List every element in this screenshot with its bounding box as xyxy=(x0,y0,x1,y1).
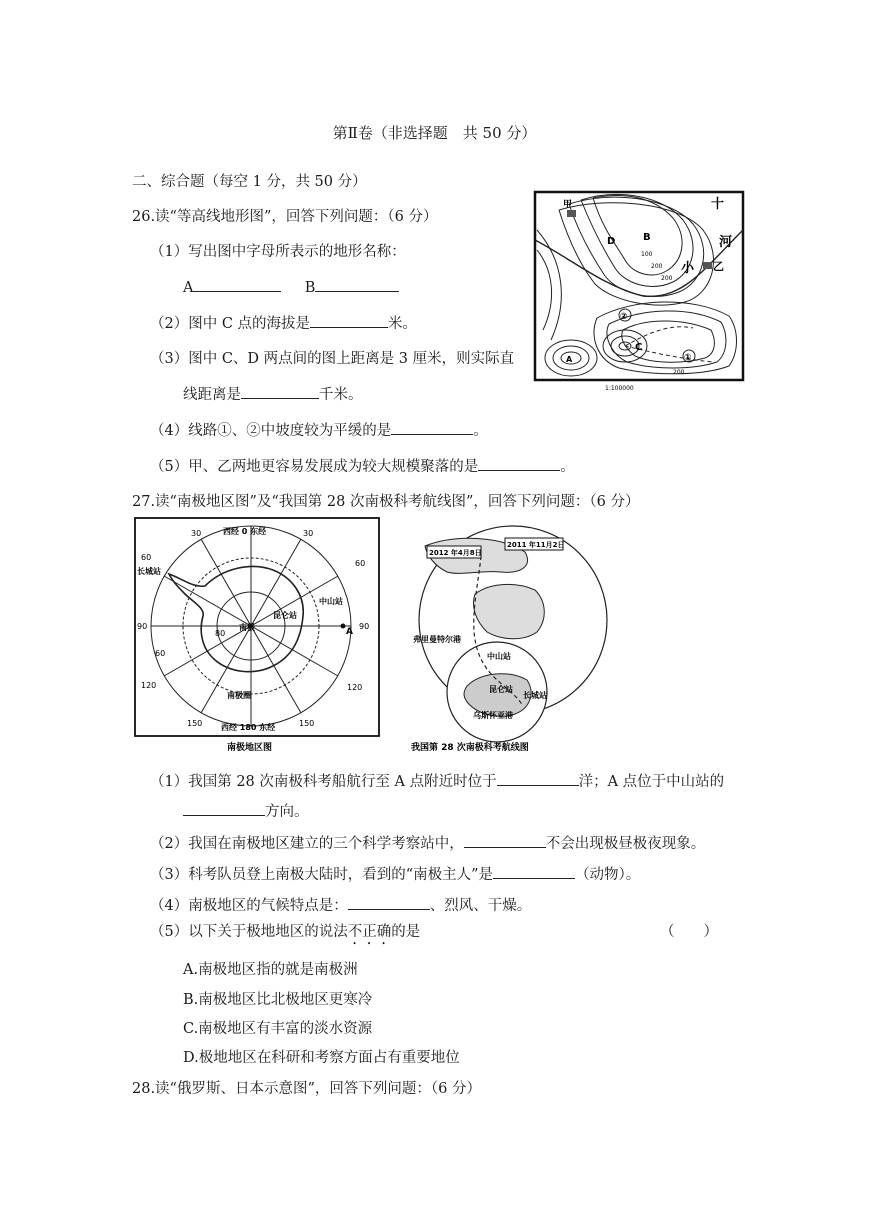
q26-label-b: B xyxy=(304,280,316,296)
q26-sub2-unit: 米。 xyxy=(388,316,418,332)
q27-blank-c[interactable] xyxy=(464,832,546,848)
ant-bottom-label: 西经 180 东经 xyxy=(221,723,276,732)
q26-blank-a[interactable] xyxy=(193,276,281,292)
q26-blank-f[interactable] xyxy=(478,455,560,471)
q27-sub2 xyxy=(150,832,705,853)
ant-point-a: A xyxy=(346,627,353,637)
map-scale: 1:100000 xyxy=(605,385,634,392)
map-contour-200b: 200 xyxy=(661,275,673,282)
map-label-yi: 乙 xyxy=(713,260,724,273)
q26-sub4 xyxy=(150,419,488,440)
route-caption: 我国第 28 次南极科考航线图 xyxy=(411,743,529,753)
q26-label-a: A xyxy=(183,280,194,296)
part-heading: 二、综合题（每空 1 分，共 50 分） xyxy=(132,174,367,190)
q26-sub3-unit: 千米。 xyxy=(319,387,363,403)
map-label-he: 河 xyxy=(719,235,733,250)
route-map xyxy=(405,516,615,756)
map-label-c: C xyxy=(635,342,643,353)
map-contour-200c: 200 xyxy=(673,369,685,376)
q26-sub1-answers xyxy=(183,276,399,296)
q26-sub5-text: （5）甲、乙两地更容易发展成为较大规模聚落的是 xyxy=(150,459,479,475)
q26-sub2-text: （2）图中 C 点的海拔是 xyxy=(150,316,311,332)
q27-sub4-end: 、烈风、干燥。 xyxy=(429,898,532,914)
q27-sub5 xyxy=(150,920,420,948)
route-date1: 2012 年4月8日 xyxy=(429,549,482,557)
q26-sub1: （1）写出图中字母所表示的地形名称： xyxy=(150,244,406,260)
ant-n120r: 120 xyxy=(347,683,363,692)
map-label-xiao: 小 xyxy=(681,261,695,276)
q26-sub3-line2 xyxy=(183,383,363,404)
route-changcheng: 长城站 xyxy=(523,691,547,700)
ant-n60r: 60 xyxy=(355,559,366,568)
q27-sub3-end: （动物）。 xyxy=(575,867,641,883)
route-kunlun: 昆仑站 xyxy=(489,685,513,694)
q27-sub3 xyxy=(150,863,640,884)
q26-sub4-text: （4）线路①、②中坡度较为平缓的是 xyxy=(150,423,392,439)
q27-sub1-end: 方向。 xyxy=(265,804,309,820)
map-route-1: ① xyxy=(684,353,692,363)
ant-n150l: 150 xyxy=(187,719,203,728)
antarctic-map xyxy=(133,516,383,756)
map-label-jia: 甲 xyxy=(563,200,573,210)
q27-sub2-end: 不会出现极昼极夜现象。 xyxy=(545,836,706,852)
map-label-a: A xyxy=(566,355,573,364)
ant-n90r: 90 xyxy=(359,622,370,631)
map-label-b: B xyxy=(643,232,651,243)
map-label-d: D xyxy=(607,236,616,247)
ant-caption: 南极地区图 xyxy=(227,743,273,753)
q27-sub5-emphasis: 不正确 xyxy=(347,924,392,940)
q27-sub3-text: （3）科考队员登上南极大陆时，看到的“南极主人”是 xyxy=(150,867,494,883)
ant-n30r: 30 xyxy=(303,529,314,538)
q27-sub5-text: （5）以下关于极地地区的说法 xyxy=(150,924,348,940)
ant-n90l: 90 xyxy=(137,622,148,631)
ant-zhongshan: 中山站 xyxy=(319,597,343,606)
q26-blank-c[interactable] xyxy=(310,312,388,328)
q27-stem: 27.读“南极地区图”及“我国第 28 次南极科考航线图”，回答下列问题：（6 分） xyxy=(132,494,640,510)
map-route-2: ② xyxy=(620,312,628,322)
ant-kunlun: 昆仑站 xyxy=(273,611,297,620)
q28-stem: 28.读“俄罗斯、日本示意图”，回答下列问题：（6 分） xyxy=(132,1081,481,1097)
map-label-shi: 十 xyxy=(711,197,725,212)
route-date2: 2011 年11月2日 xyxy=(507,541,565,549)
q27-option-a[interactable]: A.南极地区指的就是南极洲 xyxy=(183,962,358,978)
map-contour-100: 100 xyxy=(641,251,653,258)
ant-n30l: 30 xyxy=(191,529,202,538)
q26-blank-b[interactable] xyxy=(315,276,399,292)
q26-sub5 xyxy=(150,455,575,476)
q27-blank-a[interactable] xyxy=(497,770,579,786)
q27-sub5-end: 的是 xyxy=(391,924,421,940)
ant-nanji: 南极圈 xyxy=(227,691,251,700)
q26-blank-d[interactable] xyxy=(241,383,319,399)
q26-sub2 xyxy=(150,312,417,333)
q27-sub1-line1 xyxy=(150,770,724,791)
q26-sub4-end: 。 xyxy=(473,423,488,439)
ant-n80: 80 xyxy=(215,629,226,638)
q27-option-d[interactable]: D.极地地区在科研和考察方面占有重要地位 xyxy=(183,1050,460,1066)
contour-map xyxy=(533,190,747,402)
ant-top-label: 西经 0 东经 xyxy=(223,527,267,536)
q27-sub1-mid: 洋；A 点位于中山站的 xyxy=(578,774,725,790)
q27-sub1-line2 xyxy=(183,800,309,821)
q26-sub3-line1: （3）图中 C、D 两点间的图上距离是 3 厘米，则实际直 xyxy=(150,351,515,367)
q27-sub1-text: （1）我国第 28 次南极科考船航行至 A 点附近时位于 xyxy=(150,774,497,790)
ant-changcheng: 长城站 xyxy=(137,567,161,576)
map-contour-200a: 200 xyxy=(651,263,663,270)
q26-sub3-text: 线距离是 xyxy=(183,387,241,403)
q27-sub4 xyxy=(150,894,531,915)
route-wushuaia: 乌斯怀亚港 xyxy=(473,711,513,720)
q27-blank-e[interactable] xyxy=(348,894,430,910)
route-zhongshan: 中山站 xyxy=(487,652,511,661)
q27-option-b[interactable]: B.南极地区比北极地区更寒冷 xyxy=(183,992,373,1008)
q27-option-c[interactable]: C.南极地区有丰富的淡水资源 xyxy=(183,1021,373,1037)
q26-blank-e[interactable] xyxy=(391,419,473,435)
section-title: 第Ⅱ卷（非选择题 共 50 分） xyxy=(332,124,537,142)
ant-n60i: 60 xyxy=(155,649,166,658)
q27-sub2-text: （2）我国在南极地区建立的三个科学考察站中， xyxy=(150,836,464,852)
q27-blank-d[interactable] xyxy=(493,863,575,879)
ant-n150r: 150 xyxy=(299,719,315,728)
q26-sub5-end: 。 xyxy=(560,459,575,475)
ant-pole-label: 南极 xyxy=(239,623,255,632)
q27-answer-paren[interactable]: （ ） xyxy=(660,924,718,940)
ant-n120l: 120 xyxy=(141,681,157,690)
q27-blank-b[interactable] xyxy=(183,800,265,816)
ant-n60l: 60 xyxy=(141,553,152,562)
route-fremantle: 弗里曼特尔港 xyxy=(413,635,461,644)
q26-stem: 26.读“等高线地形图”，回答下列问题：（6 分） xyxy=(132,209,438,225)
q27-sub4-text: （4）南极地区的气候特点是： xyxy=(150,898,348,914)
